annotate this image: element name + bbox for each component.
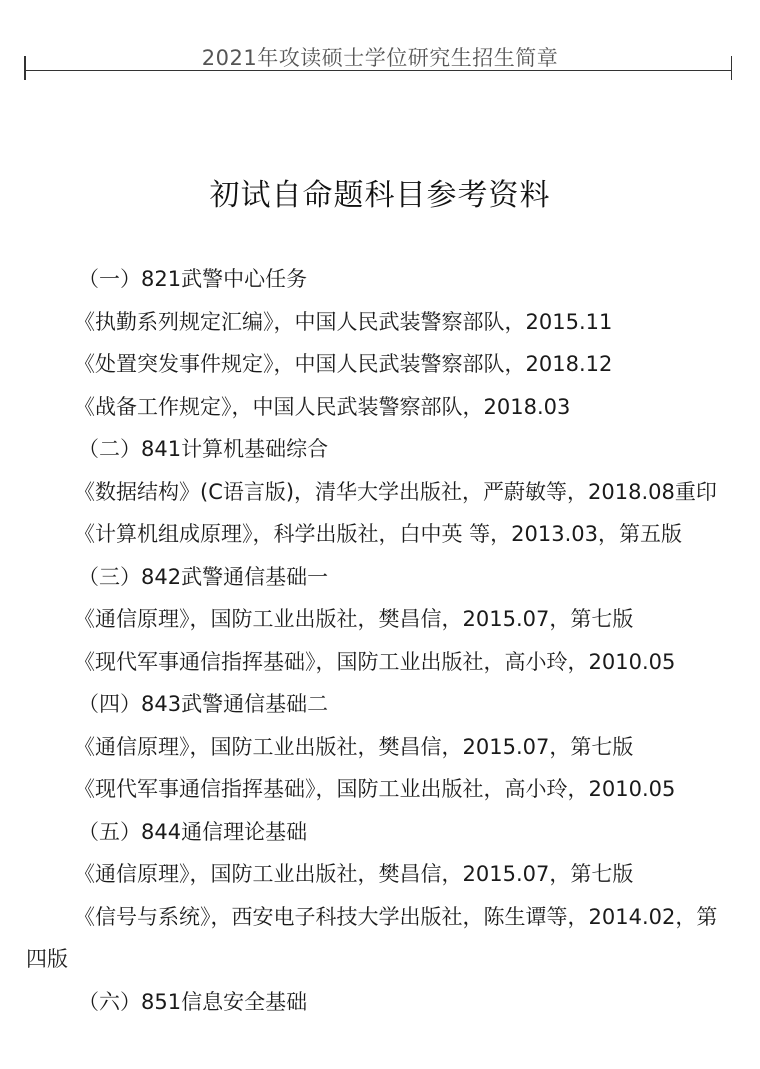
reference-entry: 《现代军事通信指挥基础》，国防工业出版社，高小玲，2010.05	[74, 649, 676, 674]
reference-entry: 《通信原理》，国防工业出版社，樊昌信，2015.07，第七版	[74, 607, 634, 631]
subject-heading: （二）841计算机基础综合	[78, 437, 329, 461]
reference-entry: 《通信原理》，国防工业出版社，樊昌信，2015.07，第七版	[74, 734, 634, 759]
reference-entry: 《信号与系统》，西安电子科技大学出版社，陈生谭等，2014.02，第四版	[26, 904, 718, 971]
reference-list	[26, 258, 736, 1023]
reference-entry: 《数据结构》(C语言版)，清华大学出版社，严蔚敏等，2018.08重印	[74, 479, 717, 504]
subject-heading: （五）844通信理论基础	[78, 819, 308, 844]
reference-entry: 《计算机组成原理》，科学出版社，白中英 等，2013.03，第五版	[74, 522, 683, 546]
page-header	[0, 0, 760, 80]
subject-heading: （四）843武警通信基础二	[78, 692, 329, 716]
reference-entry: 《执勤系列规定汇编》，中国人民武装警察部队，2015.11	[74, 309, 613, 334]
header-rule	[24, 70, 732, 71]
subject-heading: （一）821武警中心任务	[78, 267, 308, 291]
reference-entry: 《通信原理》，国防工业出版社，樊昌信，2015.07，第七版	[74, 862, 634, 886]
reference-entry: 《战备工作规定》，中国人民武装警察部队，2018.03	[74, 394, 571, 419]
reference-entry: 《现代军事通信指挥基础》，国防工业出版社，高小玲，2010.05	[74, 777, 676, 801]
page-title: 初试自命题科目参考资料	[209, 178, 551, 213]
reference-entry: 《处置突发事件规定》，中国人民武装警察部队，2018.12	[74, 352, 613, 376]
header-title: 2021年攻读硕士学位研究生招生简章	[201, 46, 559, 70]
subject-heading: （三）842武警通信基础一	[78, 564, 329, 589]
subject-heading: （六）851信息安全基础	[78, 989, 308, 1014]
